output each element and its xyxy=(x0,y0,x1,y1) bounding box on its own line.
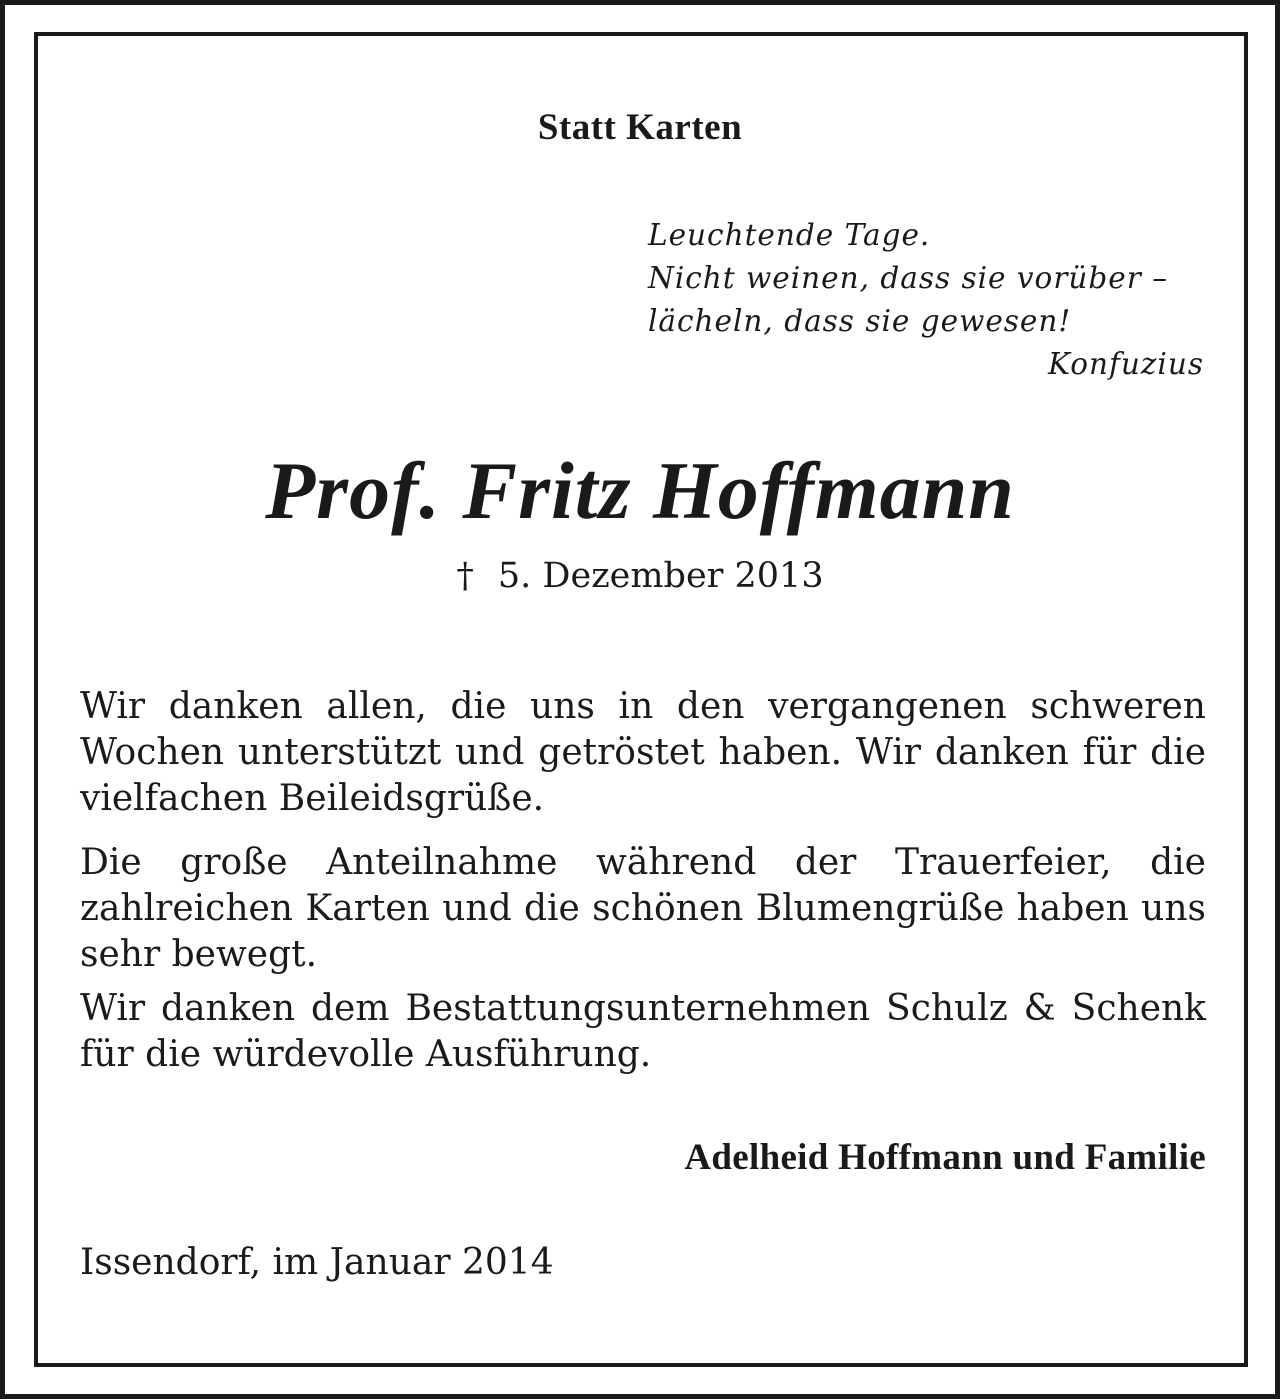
signature: Adelheid Hoffmann und Familie xyxy=(684,1137,1206,1178)
cross-icon: † xyxy=(456,556,474,596)
death-date: 5. Dezember 2013 xyxy=(497,556,824,596)
header-title: Statt Karten xyxy=(537,107,743,148)
quote-line: Nicht weinen, dass sie vorüber – xyxy=(648,261,1168,295)
place-date: Issendorf, im Januar 2014 xyxy=(80,1242,554,1283)
death-line xyxy=(0,556,1280,596)
deceased-name: Prof. Fritz Hoffmann xyxy=(265,445,1015,536)
thanks-paragraph: Die große Anteilnahme während der Trauerfeier, die zahlreichen Karten und die schönen Blumengrüße haben uns sehr bewegt. xyxy=(80,842,1206,975)
quote-author: Konfuzius xyxy=(1047,347,1204,381)
quote-line: Leuchtende Tage. xyxy=(648,218,931,252)
thanks-paragraph: Wir danken allen, die uns in den vergangenen schweren Wochen unterstützt und getröstet haben. Wir danken für die vielfachen Beileidsgrüße. xyxy=(80,686,1206,819)
thanks-paragraph: Wir danken dem Bestattungsunternehmen Schulz & Schenk für die würdevolle Ausführung. xyxy=(80,988,1206,1075)
quote-block xyxy=(648,214,1204,386)
quote-line: lächeln, dass sie gewesen! xyxy=(648,304,1072,338)
